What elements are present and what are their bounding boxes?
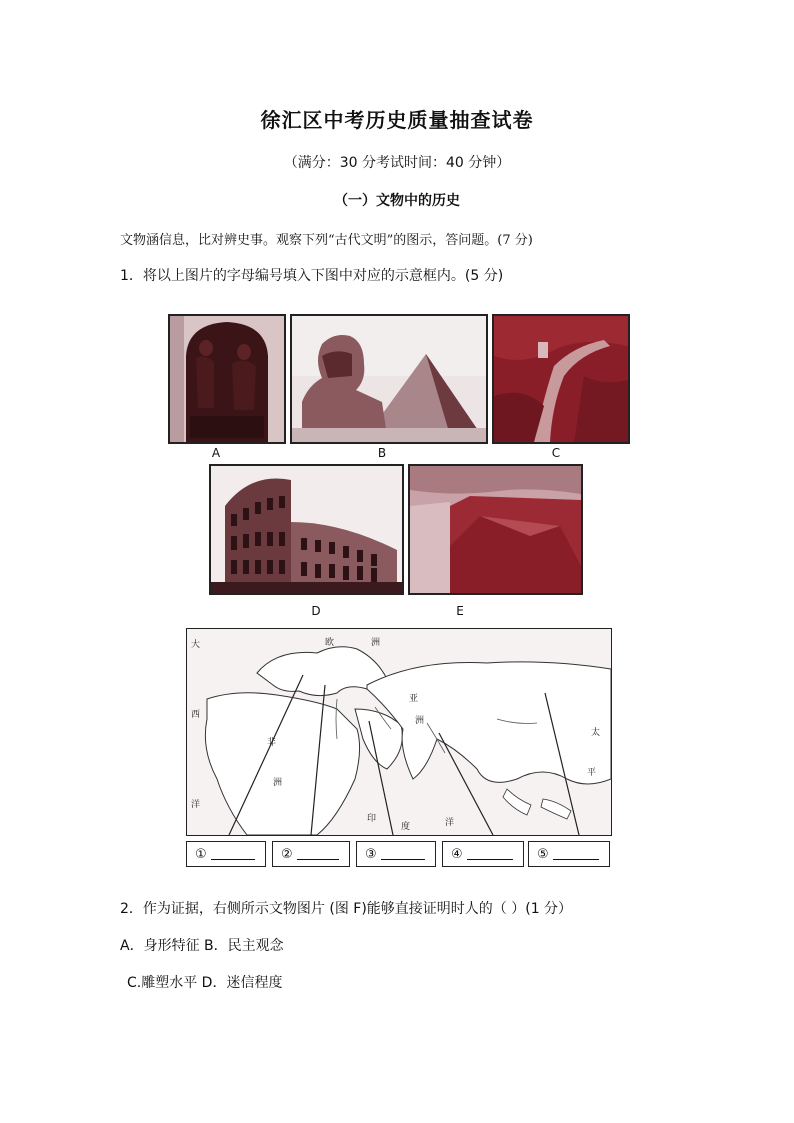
answer-box-5[interactable] bbox=[528, 841, 610, 867]
map-label-india-1: 印 bbox=[367, 814, 377, 824]
answer-box-4-number: ④ bbox=[451, 847, 463, 862]
answer-blank-1[interactable] bbox=[211, 859, 255, 860]
photo-d-label: D bbox=[311, 604, 321, 618]
map-label-atlantic-2: 西 bbox=[191, 710, 201, 720]
map-label-asia-2: 洲 bbox=[415, 716, 425, 726]
answer-box-1[interactable] bbox=[186, 841, 266, 867]
photo-e-stepped-pyramid bbox=[408, 464, 583, 595]
map-label-europe-2: 洲 bbox=[371, 638, 381, 648]
map-label-africa-1: 非 bbox=[267, 738, 277, 748]
answer-blank-3[interactable] bbox=[381, 859, 425, 860]
map-label-asia-1: 亚 bbox=[409, 694, 419, 704]
map-label-europe-1: 欧 bbox=[325, 638, 335, 648]
question-2-options-cd: C.雕塑水平 D．迷信程度 bbox=[127, 975, 283, 991]
answer-blank-2[interactable] bbox=[297, 859, 339, 860]
photo-e-label: E bbox=[456, 604, 464, 618]
map-label-india-3: 洋 bbox=[445, 818, 455, 828]
section-title: （一）文物中的历史 bbox=[334, 193, 460, 209]
answer-box-2[interactable] bbox=[272, 841, 350, 867]
map-label-atlantic-1: 大 bbox=[191, 640, 201, 650]
exam-title: 徐汇区中考历史质量抽查试卷 bbox=[260, 108, 534, 132]
intro-text: 文物涵信息，比对辨史事。观察下列“古代文明”的图示，答问题。(7 分) bbox=[120, 233, 533, 248]
map-label-atlantic-3: 洋 bbox=[191, 800, 201, 810]
answer-box-4[interactable] bbox=[442, 841, 524, 867]
map-label-india-2: 度 bbox=[401, 822, 411, 832]
photo-a-stele bbox=[168, 314, 286, 444]
map-label-pacific-1: 太 bbox=[591, 728, 601, 738]
photo-c-great-wall bbox=[492, 314, 630, 444]
question-1-text: 1．将以上图片的字母编号填入下图中对应的示意框内。(5 分) bbox=[120, 268, 504, 284]
answer-blank-4[interactable] bbox=[467, 859, 513, 860]
question-2-text: 2．作为证据，右侧所示文物图片 (图 F)能够直接证明时人的（ ）(1 分） bbox=[120, 901, 573, 917]
photo-b-label: B bbox=[377, 446, 387, 460]
answer-box-1-number: ① bbox=[195, 847, 207, 862]
exam-subtitle: （满分：30 分考试时间：40 分钟） bbox=[283, 155, 511, 171]
answer-box-2-number: ② bbox=[281, 847, 293, 862]
photo-b-sphinx bbox=[290, 314, 488, 444]
answer-box-5-number: ⑤ bbox=[537, 847, 549, 862]
photo-c-label: C bbox=[551, 446, 561, 460]
map-label-pacific-2: 平 bbox=[587, 768, 597, 778]
photo-d-colosseum bbox=[209, 464, 404, 595]
answer-box-3-number: ③ bbox=[365, 847, 377, 862]
question-2-options-ab: A．身形特征 B．民主观念 bbox=[120, 938, 284, 954]
answer-blank-5[interactable] bbox=[553, 859, 599, 860]
map-label-africa-2: 洲 bbox=[273, 778, 283, 788]
answer-box-3[interactable] bbox=[356, 841, 436, 867]
photo-a-label: A bbox=[211, 446, 221, 460]
world-map bbox=[186, 628, 612, 836]
